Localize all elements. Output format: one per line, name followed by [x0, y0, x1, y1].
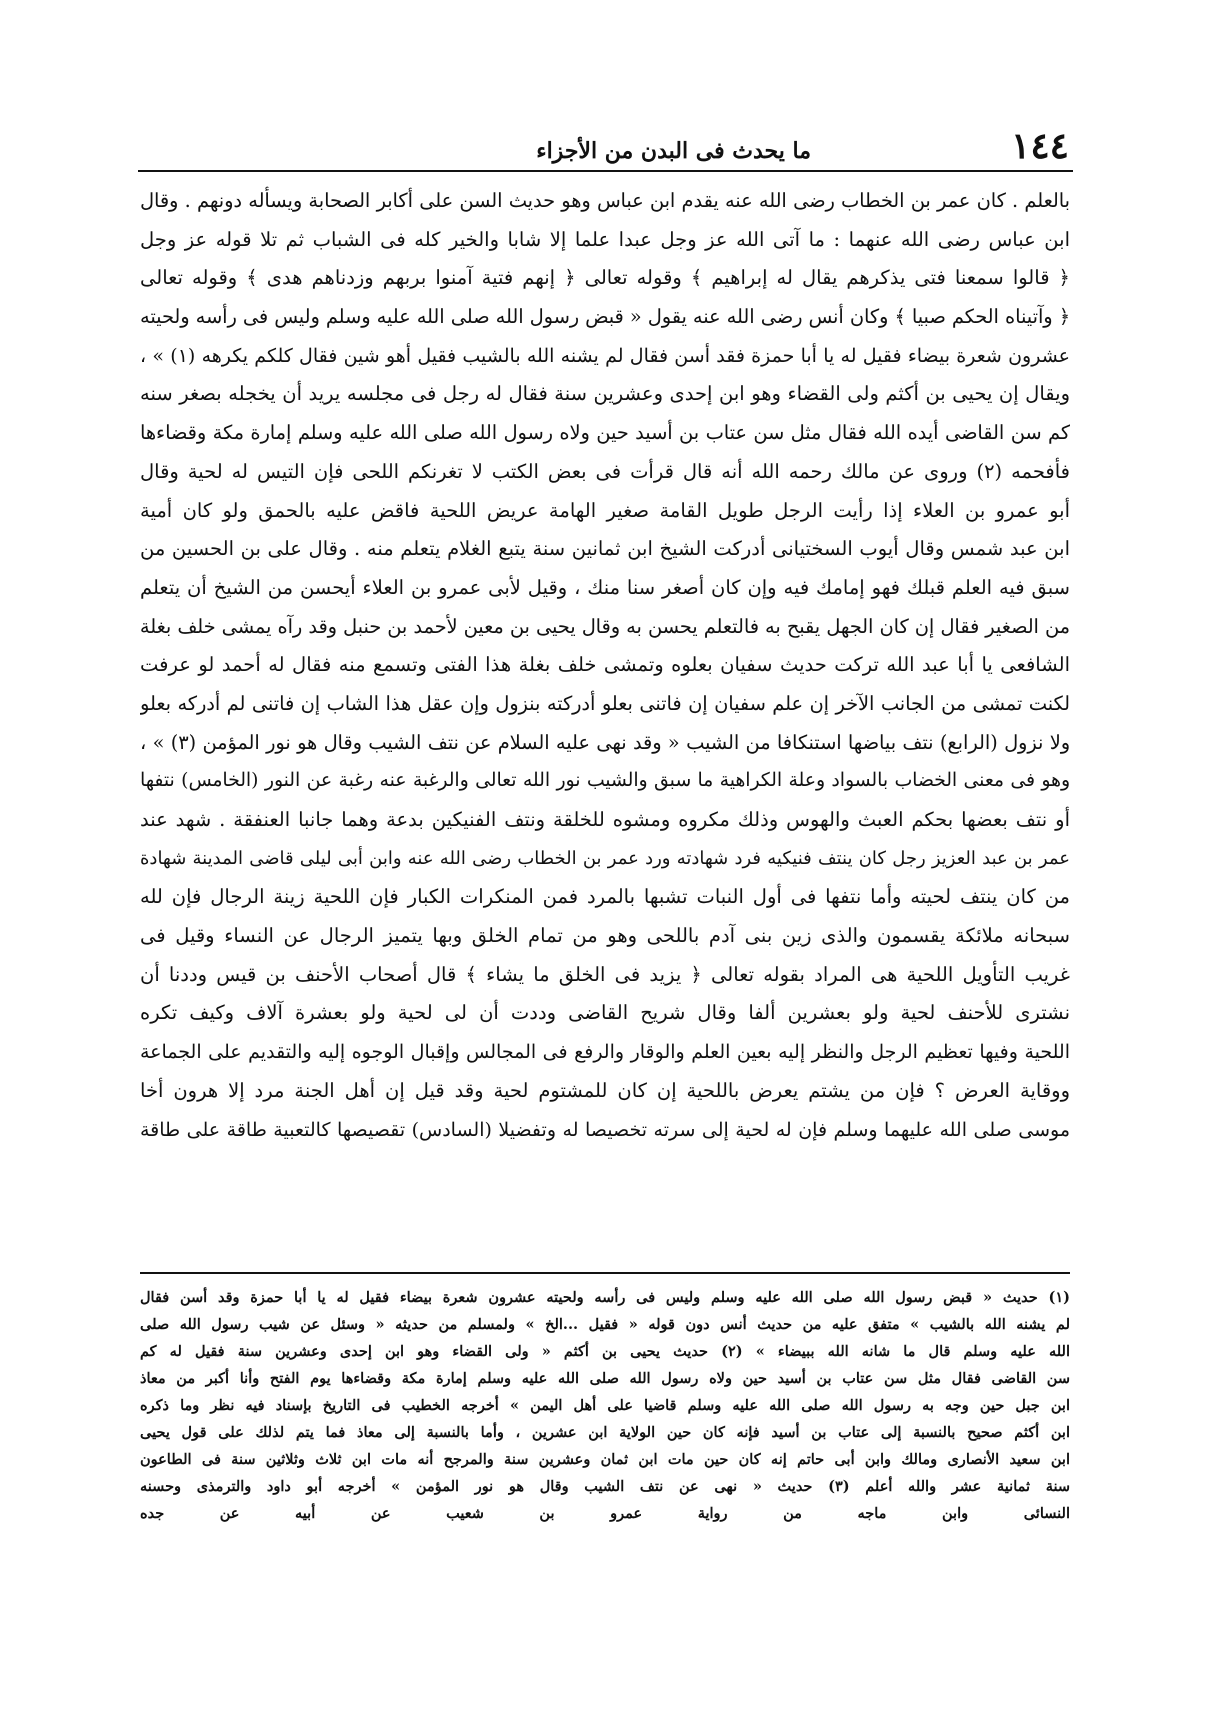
footnote-line: الله عليه وسلم قال ما شانه الله ببيضاء » (٢) حديث يحيى بن أكثم « ولى القضاء وهو ابن إحدى وعشرين سنة فقيل له كم — [140, 1343, 1070, 1360]
text-line: نشترى للأحنف لحية ولو بعشرين ألفا وقال شريح القاضى وددت أن لى لحية ولو بعشرة آلاف وكيف تكره — [140, 1001, 1070, 1025]
text-line: من كان ينتف لحيته وأما نتفها فى أول النبات تشبها بالمرد فمن المنكرات الكبار فإن اللحية زينة الرجال فإن لله — [140, 885, 1070, 909]
text-line: كم سن القاضى أيده الله فقال مثل سن عتاب بن أسيد حين ولاه رسول الله صلى الله عليه وسلم إمارة مكة وقضاءها — [140, 421, 1070, 445]
text-line: عشرون شعرة بيضاء فقيل له يا أبا حمزة فقد أسن فقال لم يشنه الله بالشيب فقيل أهو شين فقال كلكم يكرهه (١) » ، — [140, 344, 1070, 367]
footnote-line: النسائى وابن ماجه من رواية عمرو بن شعيب عن أبيه عن جده — [140, 1505, 1070, 1522]
text-line: ووقاية العرض ؟ فإن من يشتم يعرض باللحية إن كان للمشتوم لحية وقد قيل إن أهل الجنة مرد إلا هرون أخا — [140, 1078, 1070, 1102]
footnote-line: ابن جبل حين وجه به رسول الله صلى الله عليه وسلم قاضيا على أهل اليمن » أخرجه الخطيب فى التاريخ بإسناد فيه نظر وما ذكره — [140, 1397, 1070, 1414]
text-line: عمر بن عبد العزيز رجل كان ينتف فنيكيه فرد شهادته ورد عمر بن الخطاب رضى الله عنه وابن أبى ليلى قاضى المدينة شهادة — [140, 847, 1070, 869]
running-title: ما يحدث فى البدن من الأجزاء — [536, 137, 811, 164]
text-line: أو نتف بعضها بحكم العبث والهوس وذلك مكروه ومشوه للخلقة ونتف الفنيكين بدعة وهما جانبا العنفقة . شهد عند — [140, 808, 1070, 831]
text-line: بالعلم . كان عمر بن الخطاب رضى الله عنه يقدم ابن عباس وهو حديث السن على أكابر الصحابة ويسأله دونهم . وقال — [140, 189, 1070, 212]
text-line: ابن عباس رضى الله عنهما : ما آتى الله عز وجل عبدا علما إلا شابا والخير كله فى الشباب ثم تلا قوله عز وجل — [140, 227, 1070, 251]
header-rule — [138, 170, 1073, 172]
footnote-line: ابن أكثم صحيح بالنسبة إلى عتاب بن أسيد فإنه كان حين الولاية ابن عشرين ، وأما بالنسبة إلى معاذ فما يتم لذلك على قول يحيى — [140, 1424, 1070, 1441]
footnote-line: لم يشنه الله بالشيب » متفق عليه من حديث أنس دون قوله « فقيل ...الخ » ولمسلم من حديثه « وسئل عن شيب رسول الله صلى — [140, 1316, 1070, 1333]
footnotes — [140, 1284, 1070, 1527]
text-line: أبو عمرو بن العلاء إذا رأيت الرجل طويل القامة صغير الهامة عريض اللحية فاقض عليه بالحمق ولو كان أمية — [140, 498, 1070, 522]
page-header — [138, 118, 1073, 167]
text-line: ولا نزول (الرابع) نتف بياضها استنكافا من الشيب « وقد نهى عليه السلام عن نتف الشيب وقال هو نور المؤمن (٣) » ، — [140, 730, 1070, 754]
page-number: ١٤٤ — [1010, 125, 1069, 167]
footnote-line: (١) حديث « قبض رسول الله صلى الله عليه وسلم وليس فى رأسه ولحيته عشرون شعرة بيضاء فقيل له يا أبا حمزة وقد أسن فقال — [140, 1289, 1070, 1306]
text-line: اللحية وفيها تعظيم الرجل والنظر إليه بعين العلم والوقار والرفع فى المجالس وإقبال الوجوه إليه والتقديم على الجماعة — [140, 1041, 1070, 1064]
text-line: ﴿ وآتيناه الحكم صبيا ﴾ وكان أنس رضى الله عنه يقول « قبض رسول الله صلى الله عليه وسلم وليس فى رأسه ولحيته — [140, 305, 1070, 329]
text-line: فأفحمه (٢) وروى عن مالك رحمه الله أنه قال قرأت فى بعض الكتب لا تغرنكم اللحى فإن التيس له لحية وقال — [140, 459, 1070, 483]
text-line: ابن عبد شمس وقال أيوب السختيانى أدركت الشيخ ابن ثمانين سنة يتبع الغلام يتعلم منه . وقال على بن الحسين من — [140, 537, 1070, 561]
text-line: غريب التأويل اللحية هى المراد بقوله تعالى ﴿ يزيد فى الخلق ما يشاء ﴾ قال أصحاب الأحنف بن قيس وددنا أن — [140, 962, 1070, 986]
footnote-line: ابن سعيد الأنصارى ومالك وابن أبى حاتم إنه كان حين مات ابن ثمان وعشرين سنة والمرجح أنه مات ابن ثلاث وثلاثين سنة فى الطاعون — [140, 1451, 1070, 1468]
text-line: سبق فيه العلم قبلك فهو إمامك فيه وإن كان أصغر سنا منك ، وقيل لأبى عمرو بن العلاء أيحسن من الشيخ أن يتعلم — [140, 575, 1070, 599]
footnote-line: سنة ثمانية عشر والله أعلم (٣) حديث « نهى عن نتف الشيب وقال هو نور المؤمن » أخرجه أبو داود والترمذى وحسنه — [140, 1478, 1070, 1495]
text-line: موسى صلى الله عليهما وسلم فإن له لحية إلى سرته تخصيصا له وتفضيلا (السادس) تقصيصها كالتعبية طاقة على طاقة — [140, 1118, 1070, 1141]
text-line: الشافعى يا أبا عبد الله تركت حديث سفيان بعلوه وتمشى خلف بغلة هذا الفتى وتسمع منه فقال له أحمد لو عرفت — [140, 653, 1070, 677]
footnote-line: سن القاضى فقال مثل سن عتاب بن أسيد حين ولاه رسول الله صلى الله عليه وسلم إمارة مكة وقضاءها يوم الفتح وأنا أكبر من معاذ — [140, 1370, 1070, 1387]
text-line: ويقال إن يحيى بن أكثم ولى القضاء وهو ابن إحدى وعشرين سنة فقال له رجل فى مجلسه يريد أن يخجله بصغر سنه — [140, 382, 1070, 406]
text-line: لكنت تمشى من الجانب الآخر إن علم سفيان إن فاتنى بعلو أدركته بنزول وإن عقل هذا الشاب إن فاتنى لم أدركه بعلو — [140, 691, 1070, 715]
text-line: سبحانه ملائكة يقسمون والذى زين بنى آدم باللحى وهو من تمام الخلق وبها يتميز الرجال عن النساء وقيل فى — [140, 924, 1070, 948]
text-line: من الصغير فقال إن كان الجهل يقبح به فالتعلم يحسن به وقال يحيى بن معين لأحمد بن حنبل وقد رآه يمشى خلف بغلة — [140, 614, 1070, 638]
text-line: ﴿ قالوا سمعنا فتى يذكرهم يقال له إبراهيم ﴾ وقوله تعالى ﴿ إنهم فتية آمنوا بربهم وزدناهم هدى ﴾ وقوله تعالى — [140, 266, 1070, 290]
footnote-rule — [140, 1272, 1070, 1274]
main-text — [140, 182, 1070, 1149]
text-line: وهو فى معنى الخضاب بالسواد وعلة الكراهية ما سبق والشيب نور الله تعالى والرغبة عنه رغبة عن النور (الخامس) نتفها — [140, 770, 1070, 792]
